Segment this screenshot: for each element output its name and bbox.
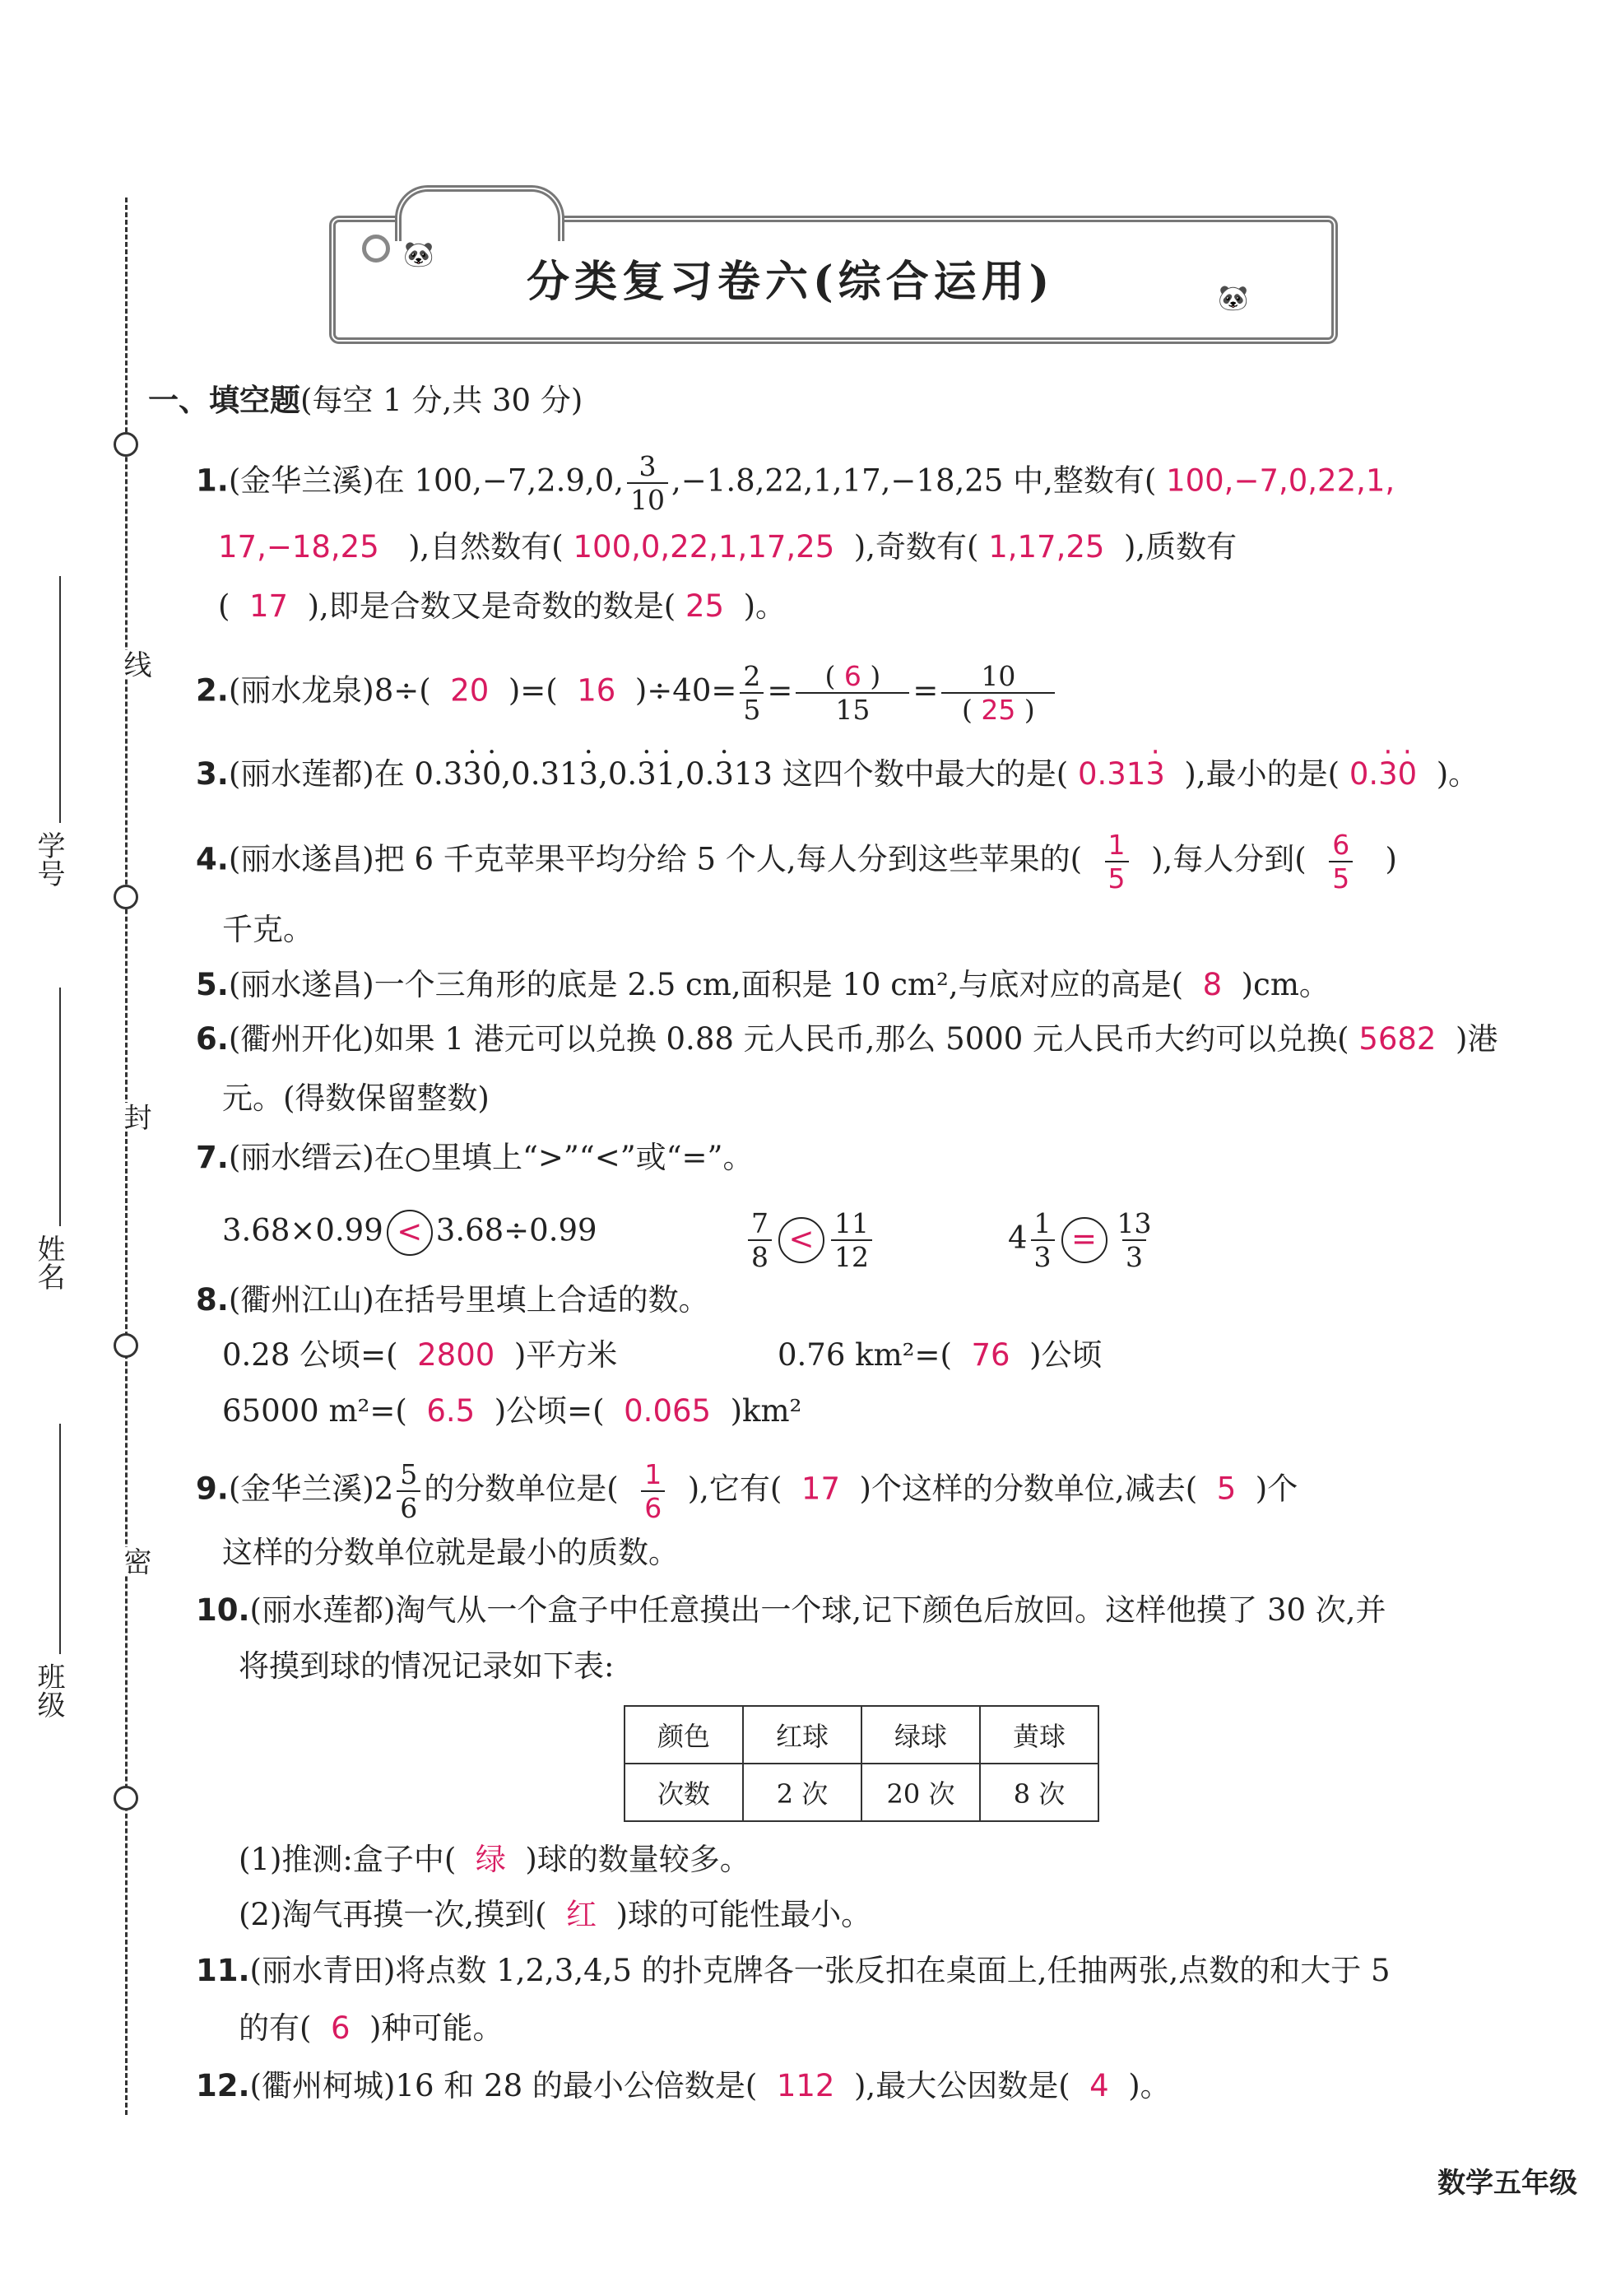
answer-blank[interactable]: 25 [981, 694, 1016, 726]
question-4: 4.(丽水遂昌)把 6 千克苹果平均分给 5 个人,每人分到这些苹果的( $\frac{1}{5}$ ),每人分到( $\frac{6}{5}$ ) [196, 829, 1397, 895]
answer-blank[interactable]: 17 [248, 588, 289, 624]
table-row [625, 1764, 1098, 1821]
binding-hole [114, 885, 138, 909]
question-10: 10.(丽水莲都)淘气从一个盒子中任意摸出一个球,记下颜色后放回。这样他摸了 30 次,并 [196, 1592, 1386, 1628]
answer-blank[interactable]: 1,17,25 [988, 529, 1105, 565]
footer-label: 数学五年级 [1437, 2167, 1577, 2200]
answer-blank[interactable]: 4 [1089, 2068, 1109, 2103]
answer-blank[interactable]: 0.065 [624, 1393, 712, 1429]
compare-circle[interactable]: = [1061, 1217, 1107, 1263]
answer-blank[interactable]: 16 [577, 672, 616, 709]
answer-blank[interactable]: 100,−7,0,22,1, [1166, 462, 1395, 499]
section-heading: 一、填空题 [148, 383, 300, 418]
table-cell: 20 次 [861, 1764, 980, 1821]
table-cell: 8 次 [980, 1764, 1098, 1821]
table-cell: 黄球 [980, 1706, 1098, 1764]
table-cell: 2 次 [743, 1764, 861, 1821]
compare-3: 4 $\frac{1}{3}$ = $\frac{13}{3}$ [1008, 1207, 1152, 1273]
panda-icon: 🐼 [403, 240, 434, 269]
margin-label-seal: 封 [115, 1103, 156, 1131]
class-blank[interactable] [59, 1424, 61, 1654]
table-cell: 次数 [625, 1764, 743, 1821]
question-1: 1.(金华兰溪)在 100,−7,2.9,0, $\frac{3}{10}$ ,−1.8,22,1,17,−18,25 中,整数有( 100,−7,0,22,1, [196, 450, 1395, 516]
binding-hole [114, 432, 138, 457]
title-tab [395, 185, 564, 241]
class-label: 班级 [32, 1662, 65, 1718]
answer-blank[interactable]: 76 [971, 1337, 1010, 1373]
page-title: 分类复习卷六(综合运用) [527, 257, 1055, 307]
answer-blank[interactable]: 6 [330, 2010, 351, 2046]
answer-blank[interactable]: 20 [450, 672, 490, 709]
answer-blank[interactable]: $\frac{1}{6}$ [641, 1461, 665, 1522]
question-5: 5.(丽水遂昌)一个三角形的底是 2.5 cm,面积是 10 cm²,与底对应的高是( 8 )cm。 [196, 967, 1330, 1002]
answer-blank[interactable]: $\frac{6}{5}$ [1329, 831, 1353, 892]
panda-icon: 🐼 [1218, 284, 1249, 313]
answer-blank[interactable]: 红 [566, 1897, 597, 1932]
compare-circle[interactable]: < [387, 1210, 433, 1256]
answer-blank[interactable]: 17 [801, 1471, 840, 1507]
tag-ring-icon [362, 235, 390, 263]
binding-hole [114, 1786, 138, 1810]
answer-blank[interactable]: 112 [776, 2068, 835, 2103]
question-7: 7.(丽水缙云)在○里填上“>”“<”或“=”。 [196, 1140, 754, 1175]
compare-2: $\frac{7}{8}$ < $\frac{11}{12}$ [745, 1210, 875, 1271]
binding-hole [114, 1333, 138, 1358]
answer-blank[interactable]: 8 [1202, 967, 1223, 1002]
question-3: 3.(丽水莲都)在 0.33 ·0 ·,0.313 ·,0.3 ·1 ·,0.3 ·13 这四个数中最大的是( 0.313 · ),最小的是( 0.3 ·0 · )。 [196, 754, 1479, 795]
name-blank[interactable] [59, 988, 61, 1226]
question-8: 8.(衢州江山)在括号里填上合适的数。 [196, 1282, 709, 1318]
question-6: 6.(衢州开化)如果 1 港元可以兑换 0.88 元人民币,那么 5000 元人民币大约可以兑换( 5682 )港 [196, 1021, 1498, 1057]
answer-blank[interactable]: 6.5 [426, 1393, 476, 1429]
margin-label-secret: 密 [115, 1547, 156, 1575]
question-11: 11.(丽水青田)将点数 1,2,3,4,5 的扑克牌各一张反扣在桌面上,任抽两张,点数的和大于 5 [196, 1953, 1391, 1988]
answer-blank[interactable]: 绿 [475, 1842, 506, 1877]
answer-blank[interactable]: 25 [685, 588, 725, 624]
question-12: 12.(衢州柯城)16 和 28 的最小公倍数是( 112 ),最大公因数是( 4 )。 [196, 2068, 1171, 2103]
answer-blank[interactable]: 0.313 · [1078, 756, 1165, 792]
name-label: 姓名 [32, 1234, 65, 1290]
answer-blank[interactable]: 5 [1216, 1471, 1237, 1507]
margin-label-line: 线 [115, 650, 156, 678]
compare-1: 3.68×0.99 < 3.68÷0.99 [222, 1210, 597, 1256]
binding-dashed-line [125, 198, 128, 2115]
section-note: (每空 1 分,共 30 分) [300, 383, 583, 418]
table-cell: 颜色 [625, 1706, 743, 1764]
answer-blank[interactable]: 6 [843, 660, 861, 692]
answer-blank[interactable]: 0.3 ·0 · [1349, 756, 1417, 792]
compare-circle[interactable]: < [778, 1217, 824, 1263]
answer-blank[interactable]: 2800 [417, 1337, 495, 1373]
student-no-label: 学号 [32, 831, 65, 887]
answer-blank[interactable]: 100,0,22,1,17,25 [573, 529, 835, 565]
table-cell: 绿球 [861, 1706, 980, 1764]
answer-blank[interactable]: 5682 [1358, 1021, 1437, 1057]
table-cell: 红球 [743, 1706, 861, 1764]
answer-blank[interactable]: $\frac{1}{5}$ [1105, 831, 1129, 892]
question-2: 2.(丽水龙泉)8÷( 20 )=( 16 )÷40= $\frac{2}{5}$ = $\frac{( 6 )}{15}$ = $\frac{10}{( 25 )}$ [196, 662, 1058, 723]
table-row [625, 1706, 1098, 1764]
record-table [624, 1705, 1099, 1822]
question-9: 9.(金华兰溪)2 $\frac{5}{6}$ 的分数单位是( $\frac{1}{6}$ ),它有( 17 )个这样的分数单位,减去( 5 )个 [196, 1458, 1298, 1524]
answer-blank[interactable]: 17,−18,25 [218, 529, 379, 565]
student-no-blank[interactable] [59, 576, 61, 823]
